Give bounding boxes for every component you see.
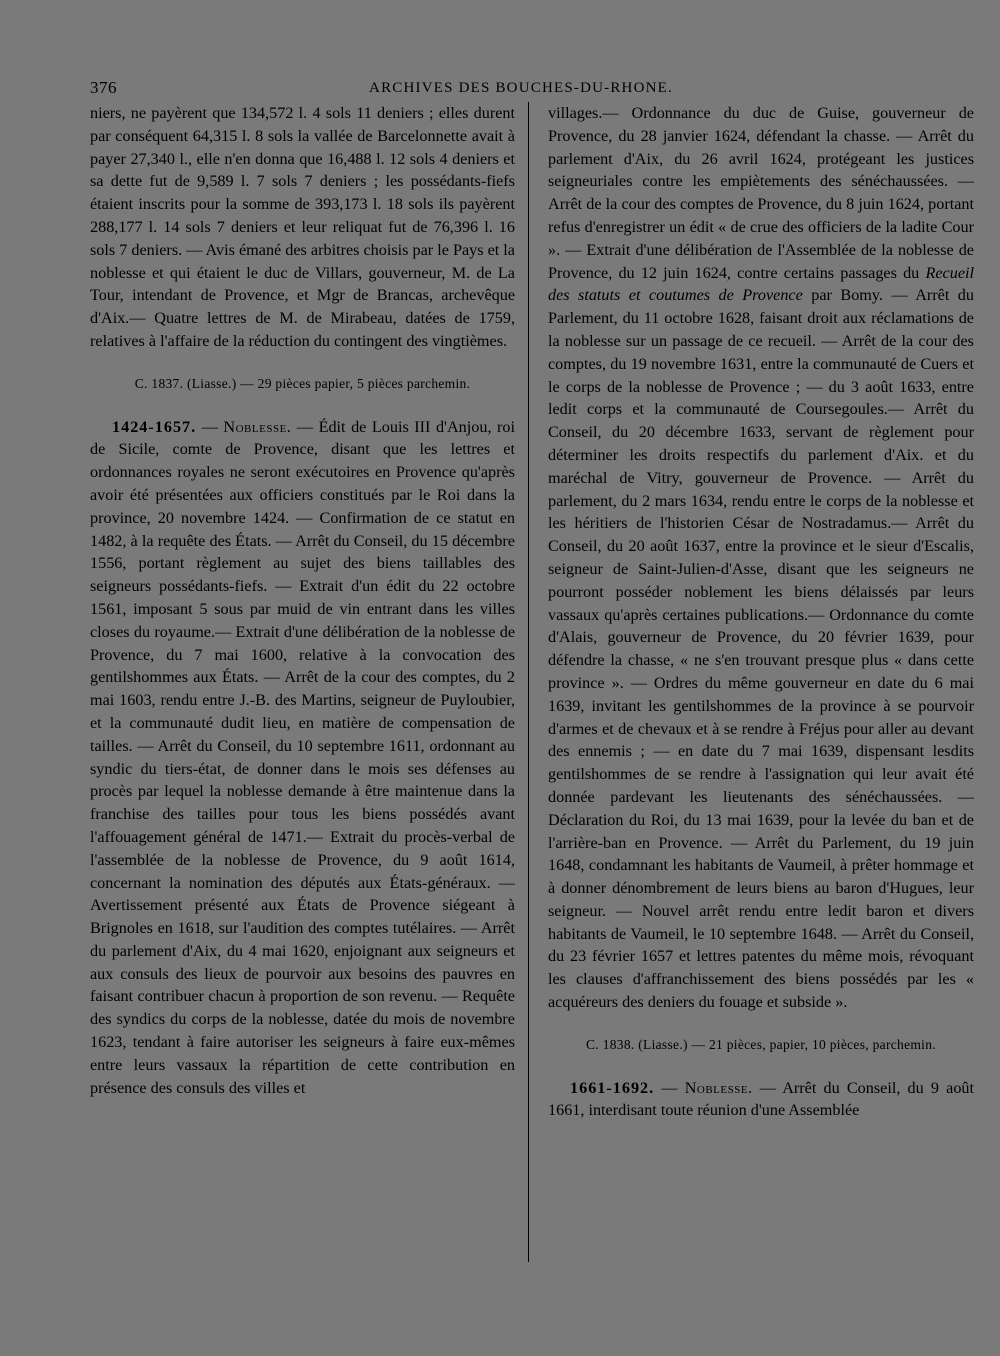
- continuation-paragraph-right: [548, 102, 974, 1014]
- entry-text: — Édit de Louis III d'Anjou, roi de Sicile, comte de Provence, disant que les lettres et ordonnances royales ne seront exécutoires en Provence qu'après avoir été présentées aux officiers constitués par le Roi dans la province, 20 novembre 1424. — Confirmation de ce statut en 1482, à la requête des États. — Arrêt du Conseil, du 15 décembre 1556, portant règlement au sujet des biens taillables des seigneurs possédants-fiefs. — Extrait d'un édit du 22 octobre 1561, imposant 5 sous par muid de vin entrant dans les villes closes du royaume.— Extrait d'une délibération de la noblesse de Provence, du 7 mai 1600, relative à la convocation des gentilshommes aux États. — Arrêt de la cour des comptes, du 2 mai 1603, rendu entre J.-B. des Martins, seigneur de Puyloubier, et la communauté dudit lieu, en matière de compensation de tailles. — Arrêt du Conseil, du 10 septembre 1611, ordonnant au syndic du tiers-état, de donner dans le mois ses défenses au procès par lequel la noblesse demande à être maintenue dans la franchise des tailles pour tous les biens possédés avant l'affouagement général de 1471.— Extrait du procès-verbal de l'assemblée de la noblesse de Provence, du 9 août 1614, concernant la nomination des députés aux États-généraux. — Avertissement présenté aux États de Provence siégeant à Brignoles en 1618, sur l'audition des comptes tutélaires. — Arrêt du parlement d'Aix, du 4 mai 1620, enjoignant aux seigneurs et aux consuls des lieux de pourvoir aux besoins des pauvres en faisant contribuer chacun à proportion de son revenu. — Requête des syndics du corps de la noblesse, datée du mois de novembre 1623, tendant à faire autoriser les seigneurs à faire eux-mêmes entre leurs vassaux la répartition de cette contribution en présence des consuls des villes et: [90, 417, 515, 1097]
- page-number: 376: [90, 78, 117, 97]
- italic-book-title: Recueil des statuts et coutumes de Provence: [548, 263, 974, 305]
- entry-dash: —: [654, 1078, 685, 1097]
- entry-dash: —: [196, 417, 224, 436]
- text-after-italic: par Bomy. — Arrêt du Parlement, du 11 octobre 1628, faisant droit aux réclamations de la noblesse sur un passage de ce recueil. — Arrêt de la cour des comptes, du 19 novembre 1631, entre la communauté de Cuers et le corps de la noblesse de Provence ; — du 3 août 1633, entre ledit corps et la communauté de Coursegoules.— Arrêt du Conseil, du 20 décembre 1633, servant de règlement pour déterminer les droits respectifs du parlement d'Aix. et du maréchal de Vitry, gouverneur de Provence. — Arrêt du parlement, du 2 mars 1634, rendu entre le corps de la noblesse et les héritiers de l'historien César de Nostradamus.— Arrêt du Conseil, du 20 août 1637, entre la province et le sieur d'Escalis, seigneur de Saint-Julien-d'Asse, disant que les seigneurs ne pourront posséder noblement les biens délaissés par leurs vassaux qu'après certaines publications.— Ordonnance du comte d'Alais, gouverneur de Provence, du 20 février 1639, pour défendre la chasse, « ne s'en trouvant presque plus « dans cette province ». — Ordres du même gouverneur en date du 6 mai 1639, invitant les gentilshommes de la province à se pourvoir d'armes et de chevaux et à se rendre à Fréjus pour aller au devant des ennemis ; — en date du 7 mai 1639, dispensant lesdits gentilshommes de se rendre à l'assignation qui leur avait été donnée pardevant les lieutenants des sénéchaussées. — Déclaration du Roi, du 13 mai 1639, pour la levée du ban et de l'arrière-ban en Provence. — Arrêt du Parlement, du 19 juin 1648, condamnant les habitants de Vaumeil, à prêter hommage et à donner dénombrement de leurs biens au baron d'Hugues, leur seigneur. — Nouvel arrêt rendu entre ledit baron et divers habitants de Vaumeil, le 10 septembre 1648. — Arrêt du Conseil, du 23 février 1657 et lettres patentes du même mois, révoquant les clauses d'affranchissement des biens possédés par les « acquéreurs des deniers du fouage et subside ».: [548, 286, 974, 1012]
- entry-subject: Noblesse.: [223, 417, 292, 436]
- page-header: [90, 78, 952, 100]
- entry-subject: Noblesse.: [684, 1078, 753, 1097]
- archive-cote-1837: C. 1837. (Liasse.) — 29 pièces papier, 5 pièces parchemin.: [134, 375, 471, 391]
- entry-date: 1661-1692.: [570, 1078, 655, 1097]
- entry-1661-1692: [548, 1077, 974, 1123]
- continuation-paragraph: niers, ne payèrent que 134,572 l. 4 sols 11 deniers ; elles durent par conséquent 64,315 l. 8 sols la vallée de Barcelonnette avait à payer 27,340 l., elle n'en donna que 16,488 l. 12 sols 4 deniers et sa dette fut de 9,589 l. 7 sols 7 deniers ; les possédants-fiefs étaient inscrits pour la somme de 393,173 l. 18 sols ils payèrent 288,177 l. 14 sols 7 deniers et leur reliquat fut de 76,396 l. 16 sols 7 deniers. — Avis émané des arbitres choisis par le Pays et la noblesse et qui étaient le duc de Villars, gouverneur, M. de La Tour, intendant de Provence, et Mgr de Brancas, archevêque d'Aix.— Quatre lettres de M. de Mirabeau, datées de 1759, relatives à l'affaire de la réduction du contingent des vingtièmes.: [90, 104, 515, 350]
- column-divider: [528, 102, 529, 1262]
- running-title: ARCHIVES DES BOUCHES-DU-RHONE.: [369, 80, 673, 96]
- entry-text: — Arrêt du Conseil, du 9 août 1661, interdisant toute réunion d'une Assemblée: [548, 1078, 974, 1120]
- entry-1424-1657: [90, 416, 515, 1100]
- text-before-italic: villages.— Ordonnance du duc de Guise, gouverneur de Provence, du 28 janvier 1624, défendant la chasse. — Arrêt du parlement d'Aix, du 26 avril 1624, protégeant les justices seigneuriales contre les empiètements des sénéchaussées. — Arrêt de la cour des comptes de Provence, du 8 juin 1624, portant refus d'enregistrer un édit « de crue des officiers de la ladite Cour ». — Extrait d'une délibération de l'Assemblée de la noblesse de Provence, du 12 juin 1624, contre certains passages du: [548, 104, 974, 282]
- entry-date: 1424-1657.: [112, 417, 197, 436]
- archive-cote-1838: C. 1838. (Liasse.) — 21 pièces, papier, 10 pièces, parchemin.: [586, 1036, 936, 1052]
- left-column: [90, 102, 515, 1099]
- right-column: [548, 102, 974, 1122]
